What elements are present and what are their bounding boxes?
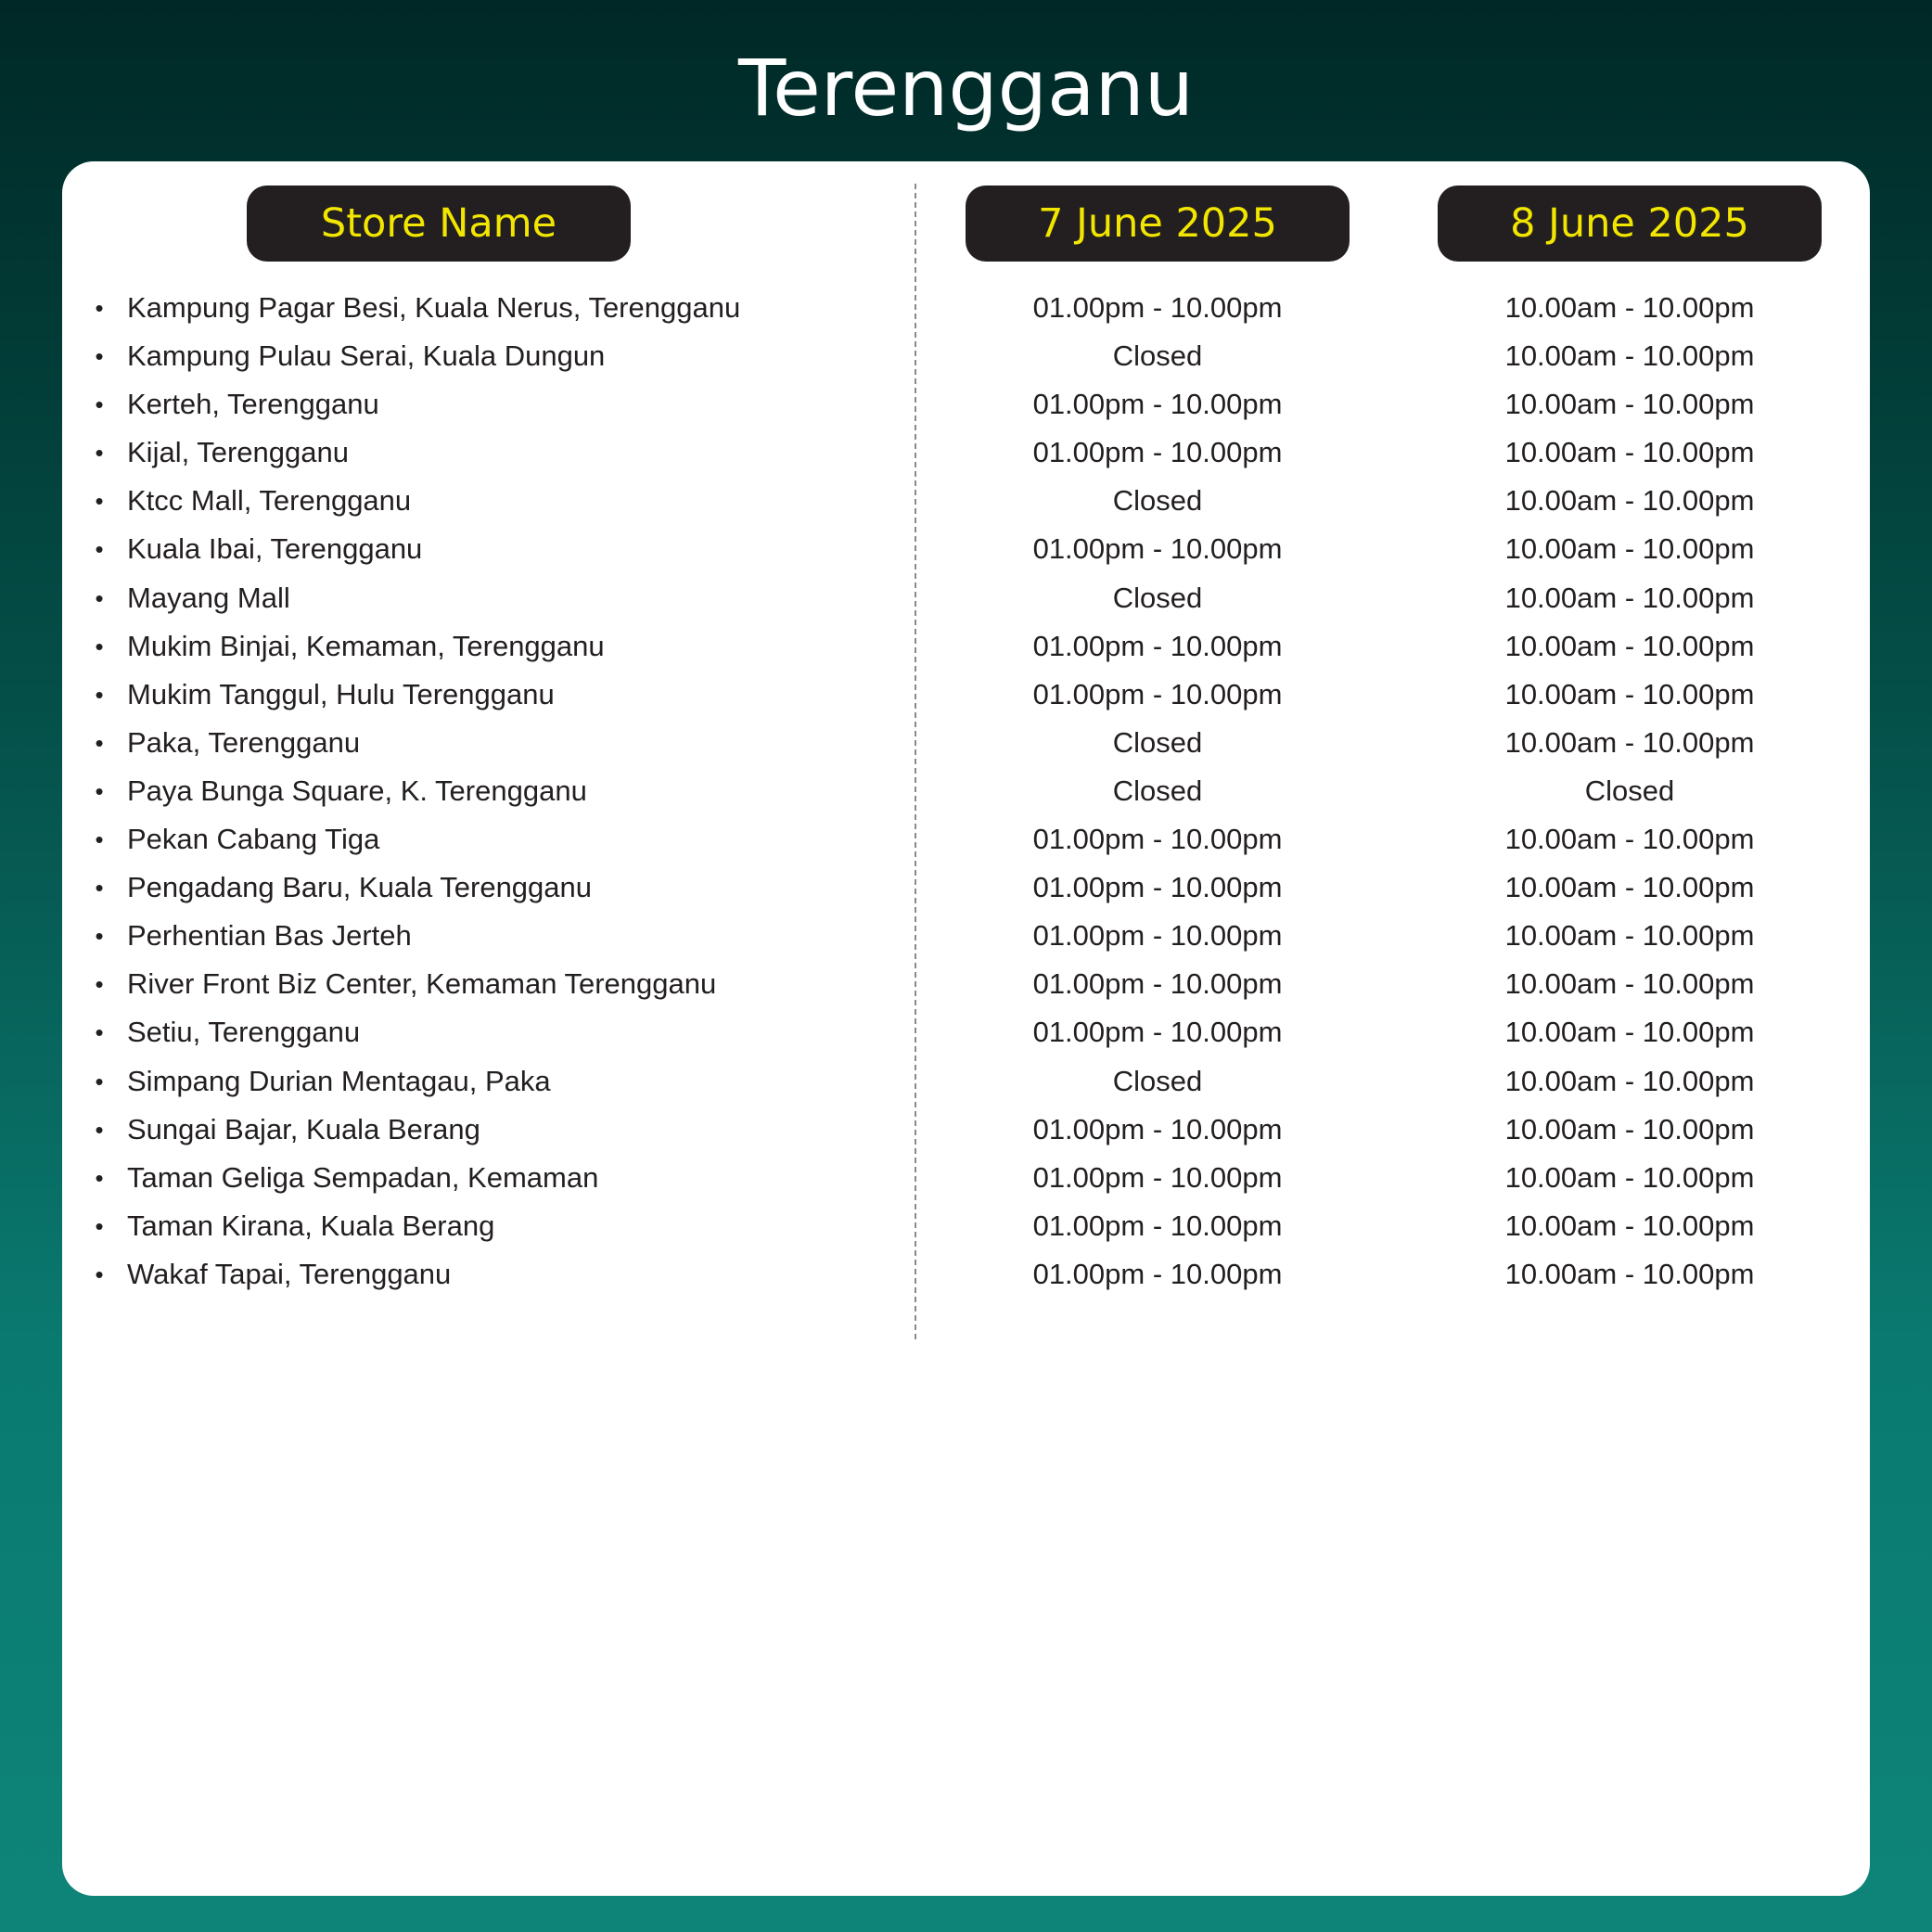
- store-row: [62, 1154, 1870, 1202]
- page-title: Terengganu: [738, 43, 1194, 134]
- store-name: Mayang Mall: [127, 581, 290, 614]
- day2-header: 8 June 2025: [1438, 186, 1822, 262]
- bullet: •: [95, 728, 104, 757]
- day1-hours: 01.00pm - 10.00pm: [1032, 291, 1283, 324]
- day2-hours: 10.00am - 10.00pm: [1504, 677, 1755, 710]
- bullet: •: [95, 535, 104, 564]
- bullet: •: [95, 874, 104, 902]
- store-row: [62, 1202, 1870, 1250]
- day1-hours: 01.00pm - 10.00pm: [1032, 388, 1283, 421]
- day1-hours: Closed: [1112, 774, 1203, 807]
- day2-hours: 10.00am - 10.00pm: [1504, 339, 1755, 373]
- day2-hours: 10.00am - 10.00pm: [1504, 1064, 1755, 1097]
- bullet: •: [95, 1018, 104, 1047]
- day1-hours: 01.00pm - 10.00pm: [1032, 919, 1283, 953]
- bullet: •: [95, 1115, 104, 1144]
- bullet: •: [95, 1163, 104, 1192]
- store-row: [62, 864, 1870, 912]
- day2-hours: 10.00am - 10.00pm: [1504, 1016, 1755, 1049]
- bullet: •: [95, 922, 104, 951]
- store-name: Wakaf Tapai, Terengganu: [127, 1257, 452, 1290]
- day1-hours: Closed: [1112, 581, 1203, 614]
- store-row: [62, 912, 1870, 960]
- bullet: •: [95, 776, 104, 805]
- store-row: [62, 622, 1870, 671]
- day1-hours: 01.00pm - 10.00pm: [1032, 532, 1283, 566]
- store-list: [62, 284, 1870, 1299]
- store-row: [62, 719, 1870, 767]
- bullet: •: [95, 390, 104, 419]
- bullet: •: [95, 680, 104, 709]
- day2-hours: 10.00am - 10.00pm: [1504, 823, 1755, 856]
- day2-hours: 10.00am - 10.00pm: [1504, 967, 1755, 1001]
- day1-hours: 01.00pm - 10.00pm: [1032, 1160, 1283, 1194]
- bullet: •: [95, 970, 104, 999]
- store-row: [62, 1250, 1870, 1299]
- store-name: Kuala Ibai, Terengganu: [127, 532, 423, 566]
- day2-hours: 10.00am - 10.00pm: [1504, 436, 1755, 469]
- bullet: •: [95, 439, 104, 467]
- day2-hours: 10.00am - 10.00pm: [1504, 581, 1755, 614]
- day1-hours: 01.00pm - 10.00pm: [1032, 967, 1283, 1001]
- store-row: [62, 477, 1870, 525]
- store-row: [62, 1106, 1870, 1154]
- day1-hours: 01.00pm - 10.00pm: [1032, 871, 1283, 904]
- store-row: [62, 1057, 1870, 1106]
- store-name: Taman Geliga Sempadan, Kemaman: [127, 1160, 599, 1194]
- day2-hours: 10.00am - 10.00pm: [1504, 725, 1755, 759]
- store-name: Mukim Tanggul, Hulu Terengganu: [127, 677, 555, 710]
- day1-hours: Closed: [1112, 484, 1203, 518]
- day1-hours: 01.00pm - 10.00pm: [1032, 1016, 1283, 1049]
- bullet: •: [95, 583, 104, 612]
- bullet: •: [95, 1211, 104, 1240]
- day2-hours: 10.00am - 10.00pm: [1504, 1257, 1755, 1290]
- day1-hours: 01.00pm - 10.00pm: [1032, 1112, 1283, 1145]
- bullet: •: [95, 487, 104, 516]
- day1-hours: Closed: [1112, 1064, 1203, 1097]
- store-name: Kerteh, Terengganu: [127, 388, 379, 421]
- day1-hours: 01.00pm - 10.00pm: [1032, 436, 1283, 469]
- day1-hours: 01.00pm - 10.00pm: [1032, 677, 1283, 710]
- day2-hours: 10.00am - 10.00pm: [1504, 1112, 1755, 1145]
- store-name: Paya Bunga Square, K. Terengganu: [127, 774, 587, 807]
- store-row: [62, 960, 1870, 1008]
- bullet: •: [95, 1067, 104, 1095]
- store-name: Pekan Cabang Tiga: [127, 823, 380, 856]
- store-row: [62, 574, 1870, 622]
- store-name: River Front Biz Center, Kemaman Terengganu: [127, 967, 717, 1001]
- store-name-header: Store Name: [247, 186, 631, 262]
- day2-hours: 10.00am - 10.00pm: [1504, 388, 1755, 421]
- store-name: Taman Kirana, Kuala Berang: [127, 1209, 495, 1242]
- store-name: Kampung Pagar Besi, Kuala Nerus, Terengganu: [127, 291, 741, 324]
- day1-header: 7 June 2025: [966, 186, 1350, 262]
- day1-hours: Closed: [1112, 339, 1203, 373]
- store-name: Simpang Durian Mentagau, Paka: [127, 1064, 551, 1097]
- store-row: [62, 767, 1870, 815]
- store-name: Pengadang Baru, Kuala Terengganu: [127, 871, 593, 904]
- store-row: [62, 332, 1870, 380]
- store-row: [62, 284, 1870, 332]
- store-name: Paka, Terengganu: [127, 725, 361, 759]
- store-name: Mukim Binjai, Kemaman, Terengganu: [127, 629, 605, 662]
- store-row: [62, 1008, 1870, 1056]
- day1-hours: 01.00pm - 10.00pm: [1032, 1257, 1283, 1290]
- day2-hours: 10.00am - 10.00pm: [1504, 919, 1755, 953]
- day1-hours: 01.00pm - 10.00pm: [1032, 629, 1283, 662]
- store-name: Perhentian Bas Jerteh: [127, 919, 412, 953]
- store-row: [62, 671, 1870, 719]
- day2-hours: 10.00am - 10.00pm: [1504, 291, 1755, 324]
- store-name: Kampung Pulau Serai, Kuala Dungun: [127, 339, 606, 373]
- store-name: Setiu, Terengganu: [127, 1016, 361, 1049]
- day1-hours: 01.00pm - 10.00pm: [1032, 1209, 1283, 1242]
- store-name: Kijal, Terengganu: [127, 436, 349, 469]
- day2-hours: 10.00am - 10.00pm: [1504, 1160, 1755, 1194]
- store-row: [62, 380, 1870, 429]
- day2-hours: 10.00am - 10.00pm: [1504, 484, 1755, 518]
- day2-hours: 10.00am - 10.00pm: [1504, 629, 1755, 662]
- day2-hours: 10.00am - 10.00pm: [1504, 532, 1755, 566]
- day2-hours: 10.00am - 10.00pm: [1504, 871, 1755, 904]
- day1-hours: Closed: [1112, 725, 1203, 759]
- day2-hours: 10.00am - 10.00pm: [1504, 1209, 1755, 1242]
- store-row: [62, 815, 1870, 864]
- day2-hours: Closed: [1584, 774, 1675, 807]
- bullet: •: [95, 342, 104, 371]
- day1-hours: 01.00pm - 10.00pm: [1032, 823, 1283, 856]
- schedule-card: [62, 161, 1870, 1896]
- bullet: •: [95, 1260, 104, 1288]
- store-name: Ktcc Mall, Terengganu: [127, 484, 412, 518]
- bullet: •: [95, 825, 104, 854]
- bullet: •: [95, 294, 104, 322]
- bullet: •: [95, 632, 104, 660]
- store-row: [62, 525, 1870, 573]
- store-row: [62, 429, 1870, 477]
- store-name: Sungai Bajar, Kuala Berang: [127, 1112, 480, 1145]
